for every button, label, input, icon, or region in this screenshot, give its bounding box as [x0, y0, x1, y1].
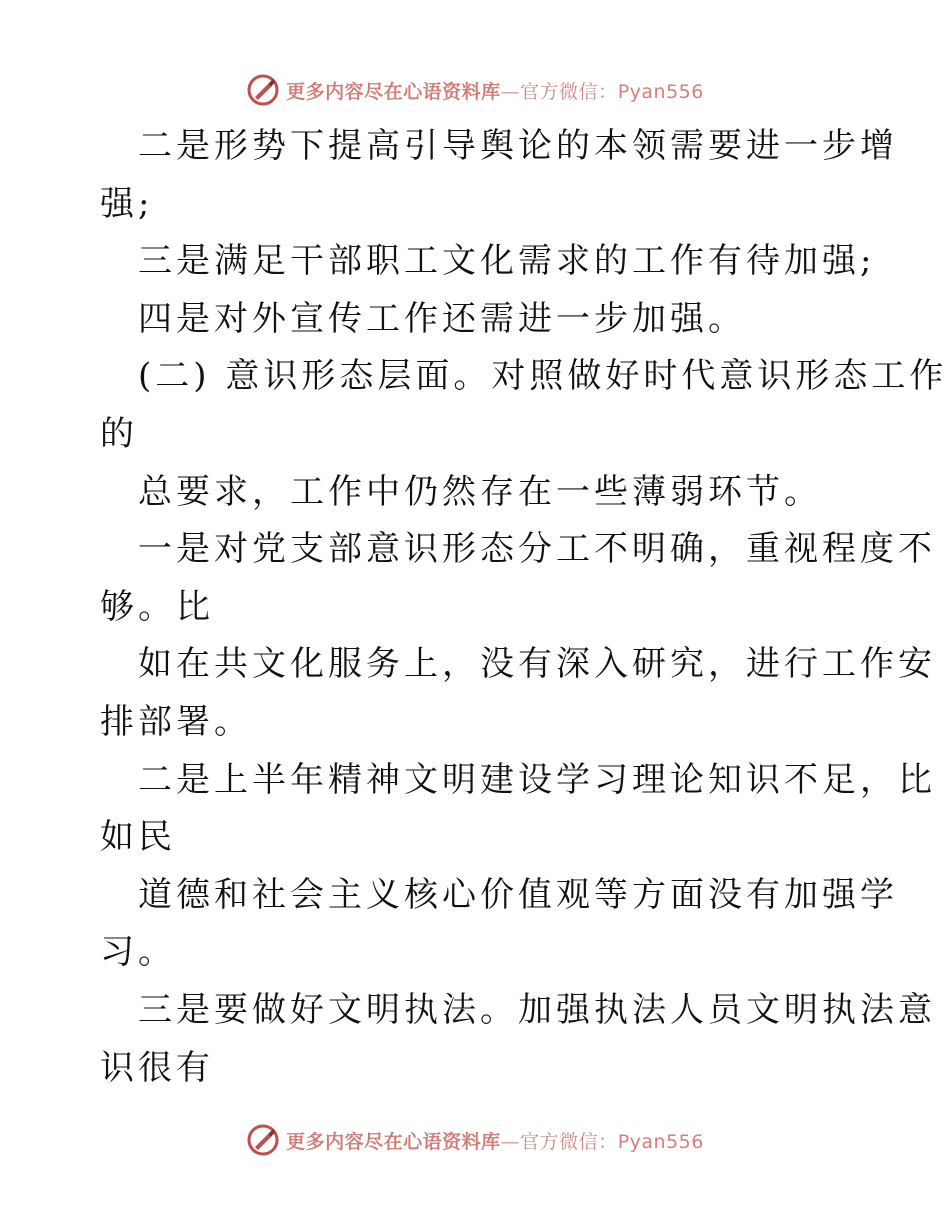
- body-line-4: 四是对外宣传工作还需进一步加强。: [138, 298, 746, 339]
- body-line-17: 识很有: [100, 1047, 214, 1088]
- body-line-12: 二是上半年精神文明建设学习理论知识不足，比: [138, 759, 936, 800]
- body-line-16: 三是要做好文明执法。加强执法人员文明执法意: [138, 989, 936, 1030]
- body-line-15: 习。: [100, 932, 176, 973]
- footer-watermark: [0, 1120, 950, 1160]
- header-wechat-id: Pyan556: [617, 80, 704, 103]
- header-brand: 更多内容尽在心语资料库: [286, 80, 501, 103]
- header-watermark-text: [286, 77, 704, 104]
- body-line-5: (二) 意识形态层面。对照做好时代意识形态工作: [138, 356, 948, 397]
- body-line-14: 道德和社会主义核心价值观等方面没有加强学: [138, 874, 898, 915]
- body-line-7: 总要求，工作中仍然存在一些薄弱环节。: [138, 471, 822, 512]
- document-body: [100, 118, 948, 1097]
- footer-brand: 更多内容尽在心语资料库: [286, 1130, 501, 1153]
- header-dash: —: [500, 80, 521, 103]
- header-wechat-label: 官方微信：: [520, 80, 618, 103]
- body-line-11: 排部署。: [100, 701, 252, 742]
- body-line-6: 的: [100, 413, 138, 454]
- body-line-2: 强;: [100, 183, 154, 224]
- footer-watermark-text: [286, 1127, 704, 1154]
- footer-dash: —: [500, 1130, 521, 1153]
- footer-wechat-id: Pyan556: [617, 1130, 704, 1153]
- body-line-1: 二是形势下提高引导舆论的本领需要进一步增: [138, 126, 898, 166]
- header-watermark: [0, 70, 950, 110]
- body-line-9: 够。比: [100, 586, 214, 627]
- body-line-8: 一是对党支部意识形态分工不明确，重视程度不: [138, 529, 936, 570]
- pen-logo-icon: [246, 1123, 280, 1157]
- pen-logo-icon: [246, 73, 280, 107]
- body-line-10: 如在共文化服务上，没有深入研究，进行工作安: [138, 644, 936, 685]
- footer-wechat-label: 官方微信：: [520, 1130, 618, 1153]
- body-line-3: 三是满足干部职工文化需求的工作有待加强;: [138, 241, 876, 282]
- body-line-13: 如民: [100, 817, 176, 858]
